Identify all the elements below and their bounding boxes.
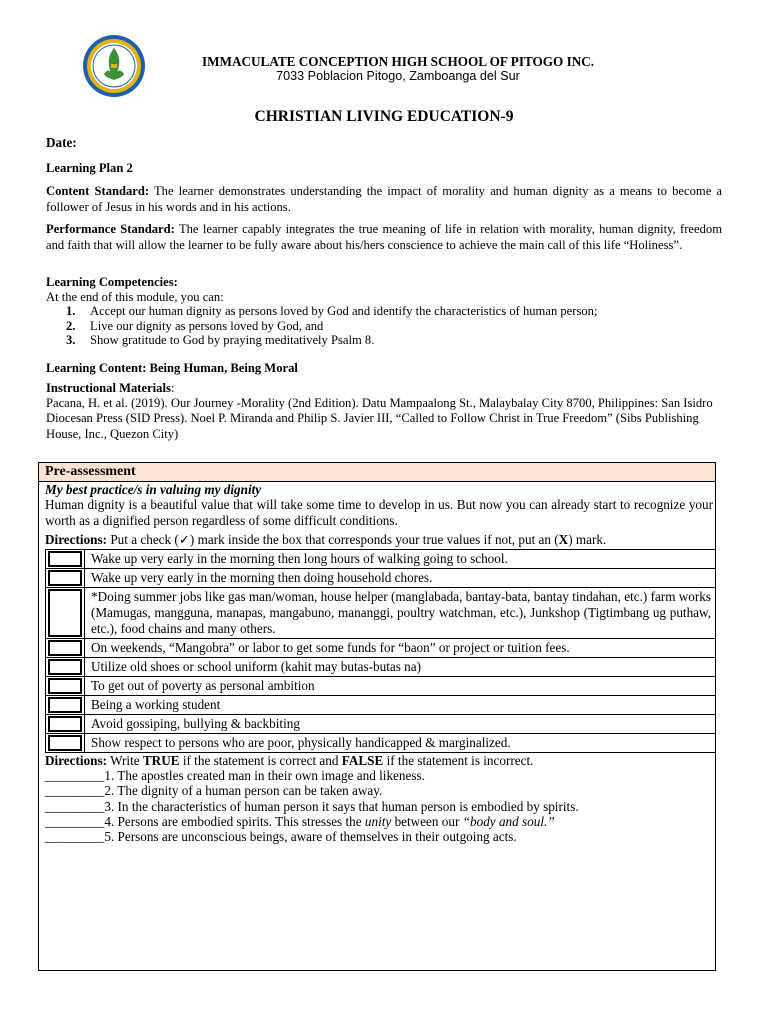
checkbox-cell [46, 696, 85, 715]
tf-item: _________4. Persons are embodied spirits. This stresses the unity between our “body and soul.” [45, 813, 555, 829]
pre-assessment-box [38, 462, 716, 971]
checkbox[interactable] [48, 551, 82, 567]
competency-item: 2. Live our dignity as persons loved by God, and [66, 318, 324, 333]
checklist-item-label: Utilize old shoes or school uniform (kahit may butas-butas na) [85, 658, 716, 677]
content-standard-text: The learner demonstrates understanding the impact of morality and human dignity as a means to become a follower of Jesus in his words and in his actions. [46, 184, 722, 214]
checklist-item-label: To get out of poverty as personal ambition [85, 677, 716, 696]
pre-assessment-header [39, 463, 715, 482]
checklist-row [46, 715, 716, 734]
checkbox-cell [46, 639, 85, 658]
content-standard-label: Content Standard: [46, 184, 150, 198]
answer-blank[interactable]: _________ [45, 813, 105, 829]
check-mark-icon: ✓ [178, 532, 190, 547]
checkbox[interactable] [48, 570, 82, 586]
checklist-item-label: Show respect to persons who are poor, physically handicapped & marginalized. [85, 734, 716, 753]
competencies-label: Learning Competencies: [46, 275, 178, 289]
checklist-row [46, 696, 716, 715]
pre-assessment-subheading: My best practice/s in valuing my dignity [45, 482, 262, 497]
competencies-intro: At the end of this module, you can: [46, 289, 224, 304]
checkbox[interactable] [48, 589, 82, 637]
school-address: 7033 Poblacion Pitogo, Zamboanga del Sur [276, 69, 520, 83]
materials-label: Instructional Materials [46, 381, 171, 395]
checkbox[interactable] [48, 735, 82, 751]
checkbox[interactable] [48, 697, 82, 713]
checklist-row [46, 658, 716, 677]
checkbox-cell [46, 550, 85, 569]
checklist-item-label: Wake up very early in the morning then long hours of walking going to school. [85, 550, 716, 569]
checkbox-cell [46, 569, 85, 588]
checkbox[interactable] [48, 716, 82, 732]
learning-competencies [46, 275, 722, 348]
checkbox-cell [46, 677, 85, 696]
performance-standard-text: The learner capably integrates the true meaning of life in relation with morality, human dignity, freedom and faith that will allow the learner to be fully aware about his/hers conscience to achieve the main call of this life “Holiness”. [46, 222, 722, 252]
answer-blank[interactable]: _________ [45, 783, 105, 799]
materials-text: Pacana, H. et al. (2019). Our Journey -Morality (2nd Edition). Datu Mampaalong St., Malaybalay City 8700, Philippines: San Isidro Diocesan Press (SID Press). Noel P. Miranda and Philip S. Javier III, “Called to Follow Christ in True Freedom” (Sibs Publishing House, Inc., Quezon City) [46, 396, 713, 441]
checkbox[interactable] [48, 640, 82, 656]
competencies-list [46, 304, 722, 348]
checkbox[interactable] [48, 659, 82, 675]
learning-plan: Learning Plan 2 [46, 161, 133, 175]
checkbox-cell [46, 658, 85, 677]
school-name: IMMACULATE CONCEPTION HIGH SCHOOL OF PITOGO INC. [201, 54, 595, 69]
answer-blank[interactable]: _________ [45, 829, 105, 845]
instructional-materials: Instructional Materials: Pacana, H. et al. (2019). Our Journey -Morality (2nd Edition). Datu Mampaalong St., Malaybalay City 8700, Philippines: San Isidro Diocesan Press (SID Press). Noel P. Miranda and Philip S. Javier III, “Called to Follow Christ in True Freedom” (Sibs Publishing House, Inc., Quezon City) [46, 381, 722, 442]
competency-item: 1. Accept our human dignity as persons loved by God and identify the characteristics of human person; [66, 304, 598, 319]
checklist-item-label: *Doing summer jobs like gas man/woman, house helper (manglabada, bantay-bata, bantay tindahan, etc.) farm works (Mamugas, mangguna, manapas, mangabuno, mananggi, poultry watchman, etc.), Junkshop (Tigtimbang ug puthaw, etc.), food chains and many others. [85, 588, 716, 639]
tf-item: _________1. The apostles created man in their own image and likeness. [45, 768, 425, 783]
checklist-row [46, 588, 716, 639]
checklist-row [46, 677, 716, 696]
pre-assessment-heading: Pre-assessment [45, 464, 136, 479]
checklist-item-label: Avoid gossiping, bullying & backbiting [85, 715, 716, 734]
checklist-row [46, 550, 716, 569]
true-false-list [45, 768, 713, 844]
checklist-item-label: Wake up very early in the morning then doing household chores. [85, 569, 716, 588]
document-title: CHRISTIAN LIVING EDUCATION-9 [254, 108, 514, 125]
checkbox-cell [46, 715, 85, 734]
answer-blank[interactable]: _________ [45, 798, 105, 814]
competency-item: 3. Show gratitude to God by praying meditatively Psalm 8. [66, 333, 375, 348]
checklist-item-label: On weekends, “Mangobra” or labor to get some funds for “baon” or project or tuition fees. [85, 639, 716, 658]
checklist-row [46, 569, 716, 588]
tf-item: _________3. In the characteristics of human person it says that human person is embodied by spirits. [45, 798, 579, 814]
checklist-table [45, 549, 716, 753]
checkbox[interactable] [48, 678, 82, 694]
checklist-row [46, 734, 716, 753]
checkbox-cell [46, 588, 85, 639]
answer-blank[interactable]: _________ [45, 768, 105, 783]
performance-standard [46, 221, 722, 253]
directions-check: Directions: Put a check (✓) mark inside the box that corresponds your true values if not, put an (X) mark. [45, 532, 607, 547]
pre-assessment-intro: Human dignity is a beautiful value that will take some time to develop in us. But now you can already start to recognize your worth as a dignified person regardless of some difficult conditions. [45, 497, 713, 528]
date-label: Date: [46, 135, 77, 150]
checkbox-cell [46, 734, 85, 753]
checklist-row [46, 639, 716, 658]
checklist-item-label: Being a working student [85, 696, 716, 715]
tf-item: _________2. The dignity of a human person can be taken away. [45, 783, 383, 799]
tf-item: _________5. Persons are unconscious beings, aware of themselves in their outgoing acts. [45, 829, 517, 845]
directions-true-false: Directions: Write TRUE if the statement is correct and FALSE if the statement is incorrect. [45, 753, 534, 768]
performance-standard-label: Performance Standard: [46, 222, 175, 236]
content-standard [46, 183, 722, 215]
learning-content: Learning Content: Being Human, Being Moral [46, 361, 298, 375]
